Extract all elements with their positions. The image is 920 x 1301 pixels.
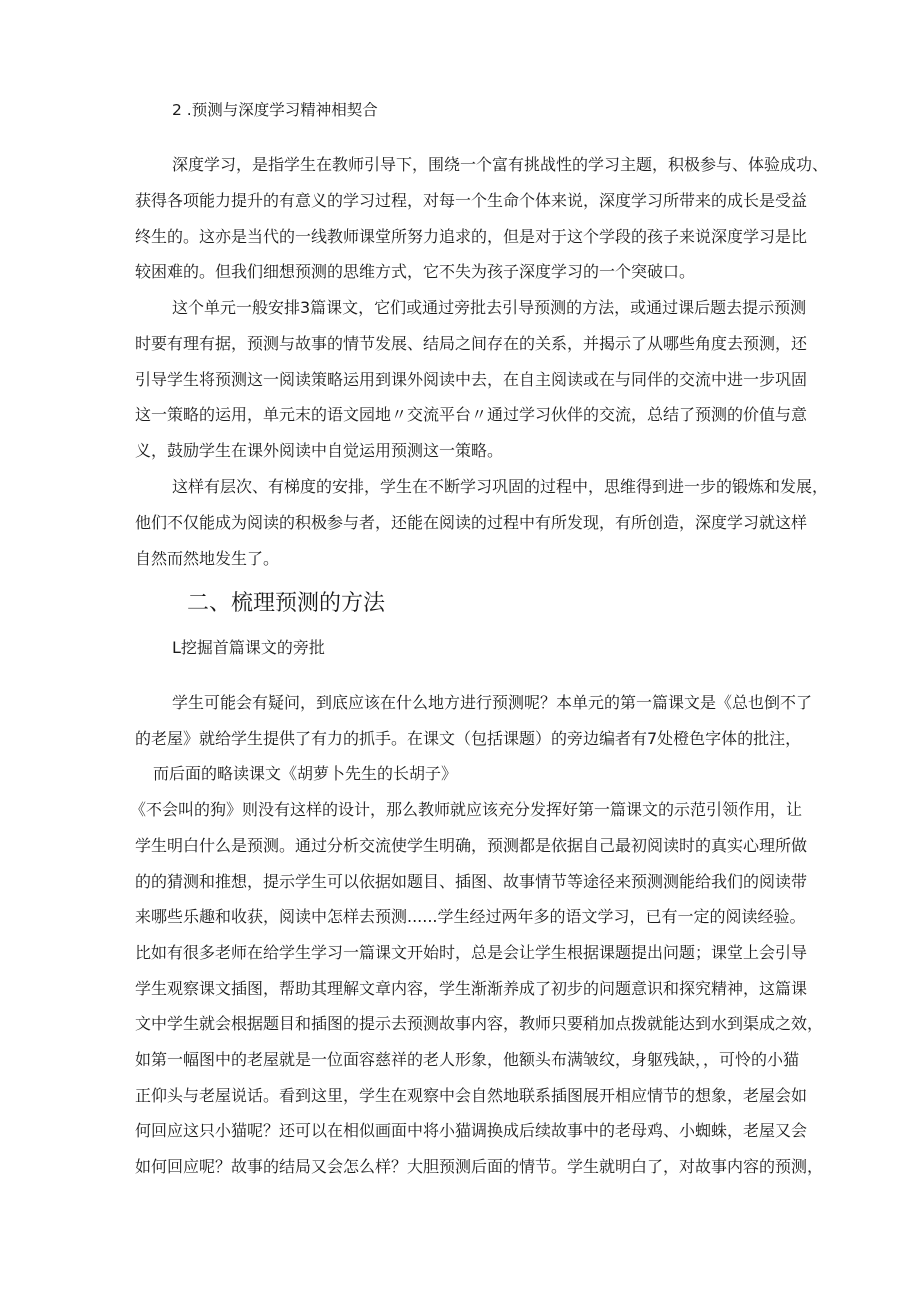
paragraph-line: 而后面的略读课文《胡萝卜先生的长胡子》 [153, 764, 458, 783]
paragraph-line: 终生的。这亦是当代的一线教师课堂所努力追求的，但是对于这个学段的孩子来说深度学习是比 [135, 227, 808, 246]
paragraph-line: 文中学生就会根据题目和插图的提示去预测故事内容，教师只要稍加点拨就能达到水到渠成之效， [135, 1014, 824, 1033]
paragraph-line: 何回应这只小猫呢？还可以在相似画面中将小猫调换成后续故事中的老母鸡、小蜘蛛，老屋又会 [135, 1121, 808, 1140]
paragraph-line: 学生可能会有疑问，到底应该在什么地方进行预测呢？本单元的第一篇课文是《总也倒不了 [172, 693, 813, 712]
paragraph-line: 的老屋》就给学生提供了有力的抓手。在课文（包括课题）的旁边编者有7处橙色字体的批注， [135, 729, 802, 748]
paragraph-line: 正仰头与老屋说话。看到这里，学生在观察中会自然地联系插图展开相应情节的想象，老屋会如 [135, 1086, 808, 1105]
paragraph-line: 《不会叫的狗》则没有这样的设计，那么教师就应该充分发挥好第一篇课文的示范引领作用，让 [130, 800, 803, 819]
paragraph-line: 较困难的。但我们细想预测的思维方式，它不失为孩子深度学习的一个突破口。 [135, 262, 696, 281]
paragraph-line: 这个单元一般安排3篇课文，它们或通过旁批去引导预测的方法，或通过课后题去提示预测 [172, 298, 807, 317]
paragraph-line: 如第一幅图中的老屋就是一位面容慈祥的老人形象，他额头布满皱纹，身躯残缺，，可怜的小猫 [135, 1050, 800, 1069]
section-title: 二、梳理预测的方法 [187, 591, 386, 616]
paragraph-line: 时要有理有据，预测与故事的情节发展、结局之间存在的关系，并揭示了从哪些角度去预测，还 [135, 334, 808, 353]
subsection-heading: L挖掘首篇课文的旁批 [172, 638, 325, 657]
paragraph-line: 他们不仅能成为阅读的积极参与者，还能在阅读的过程中有所发现，有所创造，深度学习就这样 [135, 513, 808, 532]
section-heading: 2 .预测与深度学习精神相契合 [172, 101, 378, 119]
paragraph-line: 学生明白什么是预测。通过分析交流使学生明确，预测都是依据自己最初阅读时的真实心理所做 [135, 836, 808, 855]
paragraph-line: 学生观察课文插图，帮助其理解文章内容，学生渐渐养成了初步的问题意识和探究精神，这篇课 [135, 979, 808, 998]
paragraph-line: 获得各项能力提升的有意义的学习过程，对每一个生命个体来说，深度学习所带来的成长是受益 [135, 191, 808, 210]
paragraph-line: 这样有层次、有梯度的安排，学生在不断学习巩固的过程中，思维得到进一步的锻炼和发展， [172, 477, 829, 496]
paragraph-line: 深度学习，是指学生在教师引导下，围绕一个富有挑战性的学习主题，积极参与、体验成功、 [172, 155, 829, 174]
paragraph-line: 这一策略的运用，单元末的语文园地〃交流平台〃通过学习伙伴的交流，总结了预测的价值与意 [135, 405, 808, 424]
paragraph-line: 来哪些乐趣和收获，阅读中怎样去预测......学生经过两年多的语文学习，已有一定的阅读经验。 [135, 907, 806, 926]
paragraph-line: 的的猜测和推想，提示学生可以依据如题目、插图、故事情节等途径来预测测能给我们的阅读带 [135, 872, 808, 891]
paragraph-line: 比如有很多老师在给学生学习一篇课文开始时，总是会让学生根据课题提出问题；课堂上会引导 [135, 943, 808, 962]
paragraph-line: 如何回应呢？故事的结局又会怎么样？大胆预测后面的情节。学生就明白了，对故事内容的预测， [135, 1157, 824, 1176]
paragraph-line: 自然而然地发生了。 [135, 549, 280, 568]
paragraph-line: 义，鼓励学生在课外阅读中自觉运用预测这一策略。 [135, 441, 504, 460]
paragraph-line: 引导学生将预测这一阅读策略运用到课外阅读中去，在自主阅读或在与同伴的交流中进一步巩固 [135, 370, 808, 389]
